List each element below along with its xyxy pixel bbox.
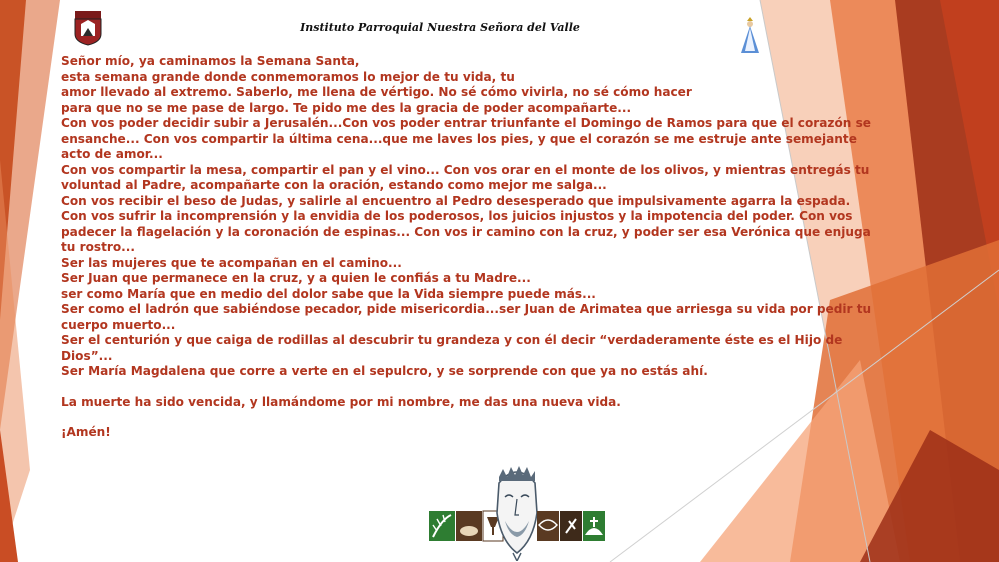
holy-week-jesus-logo-icon [429,463,605,561]
prayer-line: para que no se me pase de largo. Te pido me des la gracia de poder acompañarte... [61,100,632,115]
prayer-line: padecer la flagelación y la coronación de espinas... Con vos ir camino con la cruz, y poder ser esa Verónica que enjuga [61,224,871,239]
virgin-mary-icon [737,15,763,55]
spacer [61,410,941,425]
prayer-line: Ser el centurión y que caiga de rodillas al descubrir tu grandeza y con él decir “verdaderamente éste es el Hijo de [61,333,843,347]
institution-title: Instituto Parroquial Nuestra Señora del Valle [300,21,580,34]
prayer-text [61,54,941,441]
prayer-line: Con vos recibir el beso de Judas, y salirle al encuentro al Pedro desesperado que impulsivamente agarra la espada. [61,193,851,208]
prayer-line: Ser Juan que permanece en la cruz, y a quien le confiás a tu Madre... [61,271,531,285]
spacer [61,380,941,395]
prayer-line: Con vos compartir la mesa, compartir el pan y el vino... Con vos orar en el monte de los olivos, y mientras entregás tu [61,162,870,177]
prayer-line: Con vos poder decidir subir a Jerusalén...Con vos poder entrar triunfante el Domingo de Ramos para que el corazón se [61,116,871,130]
prayer-line: Dios”... [61,348,113,363]
prayer-line: ensanche... Con vos compartir la última cena...que me laves los pies, y que el corazón se me estruje ante semejante [61,131,857,146]
prayer-amen: ¡Amén! [61,425,111,439]
prayer-line: Ser como el ladrón que sabiéndose pecador, pide misericordia...ser Juan de Arimatea que arriesga su vida por pedir tu [61,302,872,316]
prayer-line: esta semana grande donde conmemoramos lo mejor de tu vida, tu [61,69,515,84]
prayer-line: Ser María Magdalena que corre a verte en el sepulcro, y se sorprende con que ya no estás ahí. [61,364,708,378]
prayer-line: Ser las mujeres que te acompañan en el camino... [61,255,402,270]
prayer-line: voluntad al Padre, acompañarte con la oración, estando como mejor me salga... [61,178,607,192]
prayer-line: Con vos sufrir la incomprensión y la envidia de los poderosos, los juicios injustos y la impotencia del poder. Con vos [61,209,853,223]
prayer-line: tu rostro... [61,240,135,254]
prayer-line: cuerpo muerto... [61,317,176,332]
prayer-closing: La muerte ha sido vencida, y llamándome por mi nombre, me das una nueva vida. [61,394,621,409]
prayer-line: acto de amor... [61,147,163,161]
school-crest-icon [74,10,102,46]
prayer-line: Señor mío, ya caminamos la Semana Santa, [61,54,360,68]
prayer-line: amor llevado al extremo. Saberlo, me llena de vértigo. No sé cómo vivirla, no sé cómo hacer [61,85,692,99]
prayer-line: ser como María que en medio del dolor sabe que la Vida siempre puede más... [61,286,596,301]
